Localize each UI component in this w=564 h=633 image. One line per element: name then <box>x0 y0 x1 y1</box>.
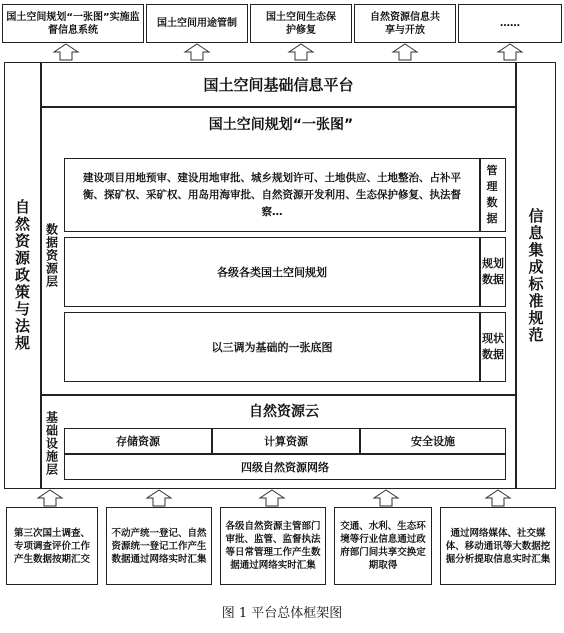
source-box-management <box>220 507 326 585</box>
cloud-item-text: 存储资源 <box>116 435 160 448</box>
source-label: 交通、水利、生态环境等行业信息通过政府部门间共享交换定期取得 <box>340 521 426 571</box>
cloud-title <box>62 398 506 424</box>
source-box-sharing <box>334 507 432 585</box>
cloud-item-compute <box>212 428 360 454</box>
app-label: 国土空间规划“一张图”实施监督信息系统 <box>6 11 140 36</box>
cloud-item-storage <box>64 428 212 454</box>
data-row-management <box>64 158 480 232</box>
platform-title <box>41 62 516 107</box>
left-pillar-text: 自然资源政策与法规 <box>13 199 31 352</box>
infra-layer-label <box>42 400 62 486</box>
app-label: 国土空间生态保护修复 <box>266 11 336 36</box>
right-pillar-text: 信息集成标准规范 <box>526 207 545 344</box>
data-tag-current <box>480 312 506 382</box>
data-row-content: 建设项目用地预审、建设用地审批、城乡规划许可、土地供应、土地整治、占补平衡、探矿权、采矿权、用岛用海审批、自然资源开发利用、生态保护修复、执法督察… <box>83 171 461 218</box>
data-tag-text: 规划数据 <box>482 257 504 286</box>
data-tag-text: 现状数据 <box>482 332 504 361</box>
network-text: 四级自然资源网络 <box>241 461 329 474</box>
app-box-use-control <box>146 4 248 43</box>
data-layer-label-text: 数据资源层 <box>44 222 59 288</box>
data-row-content: 以三调为基础的一张底图 <box>211 341 333 354</box>
data-row-planning <box>64 237 480 307</box>
cloud-item-text: 安全设施 <box>411 435 455 448</box>
left-pillar-policy <box>4 62 41 489</box>
data-layer-label <box>42 200 62 310</box>
app-box-eco-restoration <box>250 4 352 43</box>
source-label: 各级自然资源主管部门审批、监管、监督执法等日常管理工作产生数据通过网络实时汇集 <box>225 521 321 571</box>
arrows-top <box>0 42 564 62</box>
source-box-registration <box>106 507 212 585</box>
platform-title-text: 国土空间基础信息平台 <box>203 76 354 94</box>
network-bar <box>64 454 506 480</box>
source-label: 不动产统一登记、自然资源统一登记工作产生数据通过网络实时汇集 <box>111 527 207 565</box>
data-tag-planning <box>480 237 506 307</box>
one-map-title <box>62 112 500 136</box>
app-label: 自然资源信息共享与开放 <box>370 11 440 36</box>
source-label: 第三次国土调查、专项调查评价工作产生数据按期汇交 <box>13 527 90 565</box>
app-box-one-map-system <box>2 4 144 43</box>
data-tag-management <box>480 158 506 232</box>
figure-caption: 图 1 平台总体框架图 <box>221 606 343 621</box>
data-row-current <box>64 312 480 382</box>
app-box-info-sharing <box>354 4 456 43</box>
app-label: 国土空间用途管制 <box>157 18 237 29</box>
cloud-item-text: 计算资源 <box>264 435 308 448</box>
right-pillar-standards <box>516 62 556 489</box>
data-tag-text: 管理数据 <box>486 164 500 225</box>
infra-layer-label-text: 基础设施层 <box>44 410 59 476</box>
data-row-content: 各级各类国土空间规划 <box>217 266 327 279</box>
cloud-item-security <box>360 428 506 454</box>
source-box-survey <box>6 507 98 585</box>
app-box-more <box>458 4 562 43</box>
cloud-title-text: 自然资源云 <box>249 404 319 420</box>
arrows-bottom <box>0 488 564 508</box>
app-label: …… <box>500 18 520 29</box>
source-box-big-data <box>440 507 556 585</box>
source-label: 通过网络媒体、社交媒体、移动通讯等大数据挖掘分析提取信息实时汇集 <box>445 527 551 565</box>
one-map-title-text: 国土空间规划“一张图” <box>208 117 354 133</box>
